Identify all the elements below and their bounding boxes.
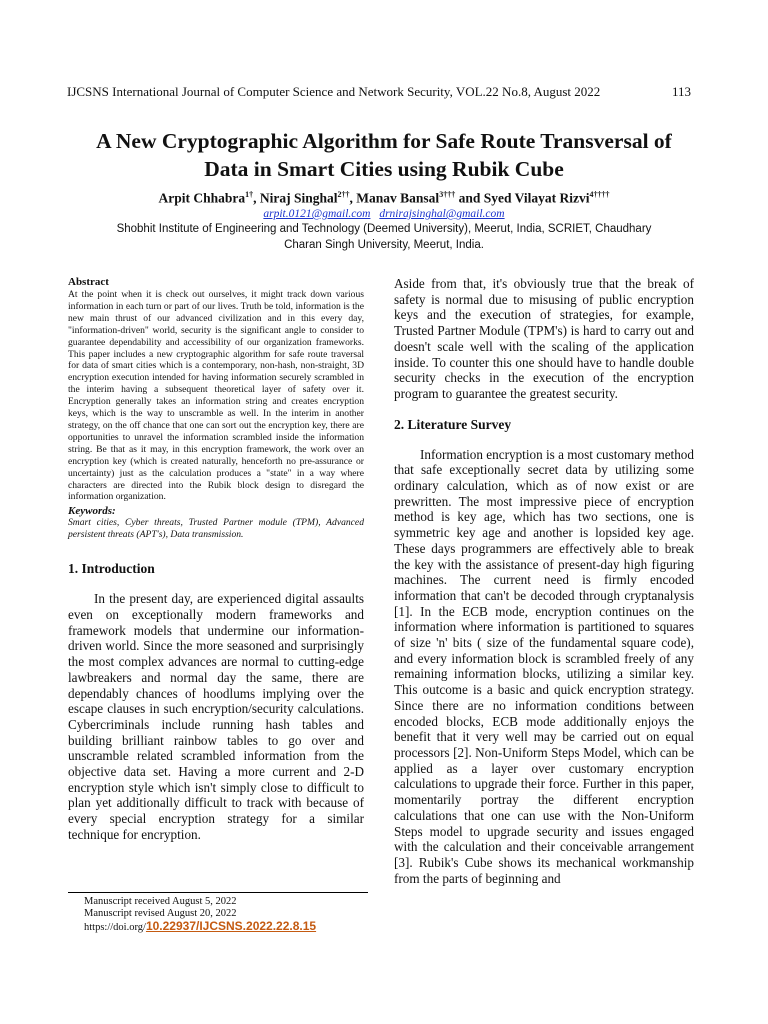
email-link[interactable]: arpit.0121@gmail.com (263, 208, 371, 220)
intro-continued-paragraph: Aside from that, it's obviously true that the break of safety is normal due to misusing of public encryption keys and the execution of strategies, for example, Trusted Partner Module (TPM's) is hard to carry out and doesn't scale well with the scaling of the application inside. To counter this one should have to handle double security checks in the execution of the encryption program to guarantee the greatest security. (394, 276, 694, 401)
email-link[interactable]: drnirajsinghal@gmail.com (379, 208, 505, 220)
journal-name: IJCSNS International Journal of Computer Science and Network Security, VOL.22 No.8, August 2022 (67, 84, 601, 99)
author-separator: and (455, 190, 484, 206)
affiliation (60, 222, 708, 253)
footnote-divider (68, 892, 368, 893)
introduction-paragraph: In the present day, are experienced digital assaults even on exceptionally modern frameworks and framework models that undermine our information-driven world. Since the more seasoned and surprisingly the most complex advances are normal to cutting-edge lawbreakers and normal day the same, there are dependably chances of hoodlums implying over the escape clauses in such encryption/security calculations. Cybercriminals include running hash tables and building brilliant rainbow tables to go over and unscramble related scrambled information from the objective data set. Having a more current and 2-D encryption style which isn't simply close to difficult to plan yet additionally difficult to track with because of every special encryption strategy for a similar technique for encryption. (68, 591, 364, 842)
literature-survey-paragraph: Information encryption is a most customary method that safe exceptionally secret data by utilizing some ordinary calculation, which as of now exist or are prewritten. The most impressive piece of encryption method is key age, which has two sections, one is symmetric key age and another is lopsided key age. These days programmers are effectively able to break the key with the assistance of present-day high figuring machines. The current need is firmly encoded information that can't be decoded through cryptanalysis [1]. In the ECB mode, encryption continues on the information where information is partitioned to squares of size 'n' bits ( size of the fundamental square code), and every information block is scrambled freely of any remaining information blocks, utilizing a similar key. This outcome is a basic and quick encryption strategy. Since there are no information conditions between encoded blocks, ECB mode additionally enjoys the benefit that it very well may be carried out on equal processors [2]. Non-Uniform Steps Model, which can be applied as a layer over customary encryption calculations to upgrade their force. Further in this paper, momentarily portray the different encryption calculations that one can use with the Non-Uniform Steps model to upgrade security and issues engaged with the calculation and their conceivable arrangement [3]. Rubik's Cube shows its mechanical workmanship from the parts of beginning and (394, 446, 694, 886)
manuscript-revised: Manuscript revised August 20, 2022 (84, 908, 237, 919)
left-column (68, 276, 364, 843)
author-mark: 4†††† (589, 190, 610, 199)
section-heading-introduction: 1. Introduction (68, 561, 155, 577)
author-name: Niraj Singhal (259, 190, 338, 206)
author-separator: , (253, 190, 260, 206)
paper-title (60, 127, 708, 183)
author-name: Manav Bansal (356, 190, 440, 206)
author-mark: 2†† (337, 190, 350, 199)
author-emails (60, 208, 708, 220)
doi-link[interactable]: 10.22937/IJCSNS.2022.22.8.15 (145, 919, 317, 933)
affiliation-line-1: Shobhit Institute of Engineering and Technology (Deemed University), Meerut, India, SCRIET, Chaudhary (116, 223, 652, 235)
author-mark: 1† (245, 190, 254, 199)
doi-line (84, 920, 316, 934)
abstract-heading: Abstract (68, 276, 109, 288)
manuscript-received: Manuscript received August 5, 2022 (84, 896, 237, 907)
author-name: Arpit Chhabra (158, 190, 246, 206)
author-mark: 3††† (439, 190, 456, 199)
author-list (60, 190, 708, 207)
title-line-1: A New Cryptographic Algorithm for Safe Route Transversal of (96, 129, 672, 153)
title-line-2: Data in Smart Cities using Rubik Cube (204, 157, 564, 181)
keywords-heading: Keywords: (68, 505, 116, 518)
keywords-text: Smart cities, Cyber threats, Trusted Partner module (TPM), Advanced persistent threats (APT's), Data transmission. (68, 517, 364, 541)
right-column (394, 276, 694, 886)
affiliation-line-2: Charan Singh University, Meerut, India. (284, 238, 484, 251)
author-name: Syed Vilayat Rizvi (483, 190, 590, 206)
section-heading-literature-survey: 2. Literature Survey (394, 416, 512, 432)
abstract-text: At the point when it is check out ourselves, it might track down various information in each turn or part of our lives. Truth be told, information is the new main thrust of our advanced civilization and in this every day, "information-driven" world, security is the significant angle to consider to guarantee dependability and accessibility of our organization frameworks. This paper includes a new cryptographic algorithm for safe route traversal for data of smart cities which is a contemporary, non-hash, non-straight, 3D encryption execution intended for having information securely scrambled in the interim having a subsequent theoretical layer of safety over it. Encryption generally takes an information string and creates encryption keys, which is the way to unscramble as well. In the interim in another strategy, on the off chance that one can sort out the encryption key, there are opportunities to unravel the information scrambled inside the information string. Be that as it may, in this encryption framework, the work over an encryption key (which is created naturally, henceforth no pre-assurance or uncertainty) just as the calculation produces a "state" in a way where characters are directed into the Rubik block design to disregard the information organization. (68, 289, 364, 503)
doi-prefix: https://doi.org/ (84, 922, 146, 933)
author-separator: , (349, 190, 357, 206)
footnotes (84, 896, 316, 934)
page-number: 113 (671, 84, 691, 99)
